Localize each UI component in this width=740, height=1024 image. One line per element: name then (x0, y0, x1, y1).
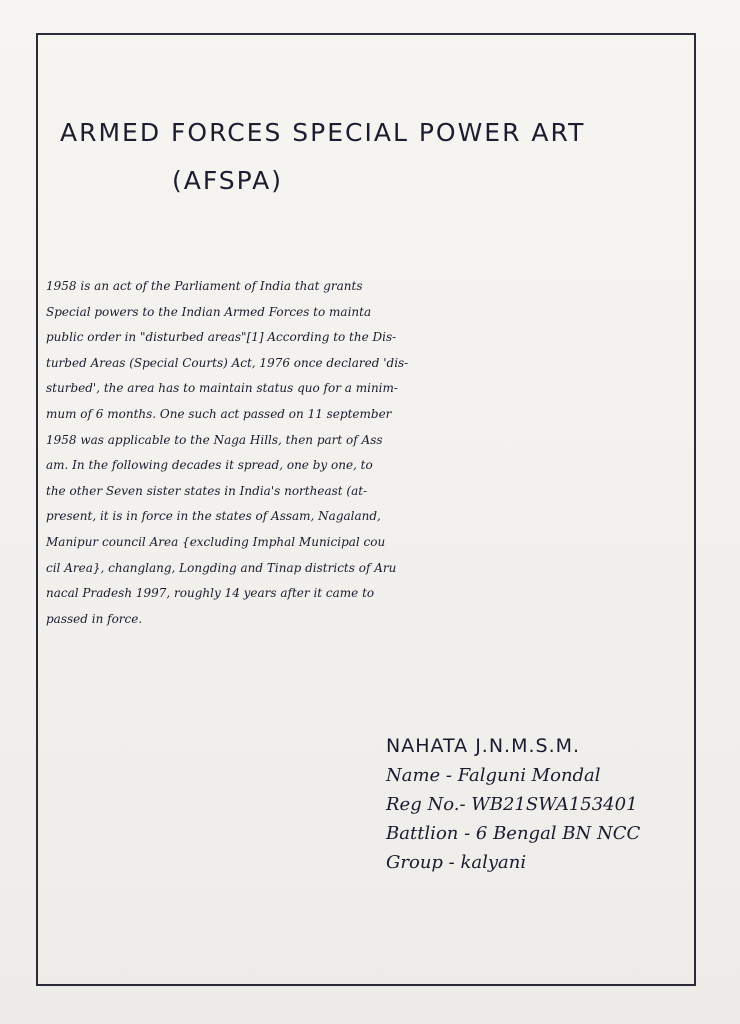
body-line: passed in force. (46, 611, 143, 626)
body-line: mum of 6 months. One such act passed on 11 september (46, 406, 392, 421)
signature-reg-no: Reg No.- WB21SWA153401 (386, 794, 638, 815)
body-line: am. In the following decades it spread, one by one, to (46, 458, 373, 473)
body-line: 1958 was applicable to the Naga Hills, then part of Ass (46, 432, 383, 447)
signature-heading: NAHATA J.N.M.S.M. (386, 735, 581, 757)
body-line: turbed Areas (Special Courts) Act, 1976 once declared 'dis- (46, 355, 409, 370)
body-line: Manipur council Area {excluding Imphal Municipal cou (46, 534, 386, 549)
document-title: ARMED FORCES SPECIAL POWER ART (60, 118, 586, 147)
body-line: present, it is in force in the states of Assam, Nagaland, (46, 509, 381, 524)
document-subtitle: (AFSPA) (172, 166, 283, 195)
signature-group: Group - kalyani (386, 852, 527, 873)
body-line: nacal Pradesh 1997, roughly 14 years after it came to (46, 586, 375, 601)
body-line: 1958 is an act of the Parliament of India that grants (46, 279, 363, 293)
signature-name: Name - Falguni Mondal (386, 765, 601, 786)
signature-battalion: Battlion - 6 Bengal BN NCC (386, 823, 641, 844)
signature-block (386, 732, 640, 877)
body-line: the other Seven sister states in India's northeast (at- (46, 483, 368, 498)
body-line: Special powers to the Indian Armed Forces to mainta (46, 304, 372, 319)
body-line: sturbed', the area has to maintain status quo for a minim- (46, 381, 398, 396)
body-line: public order in "disturbed areas"[1] According to the Dis- (46, 330, 397, 345)
body-paragraph (46, 274, 696, 632)
body-line: cil Area}, changlang, Longding and Tinap districts of Aru (46, 560, 397, 575)
